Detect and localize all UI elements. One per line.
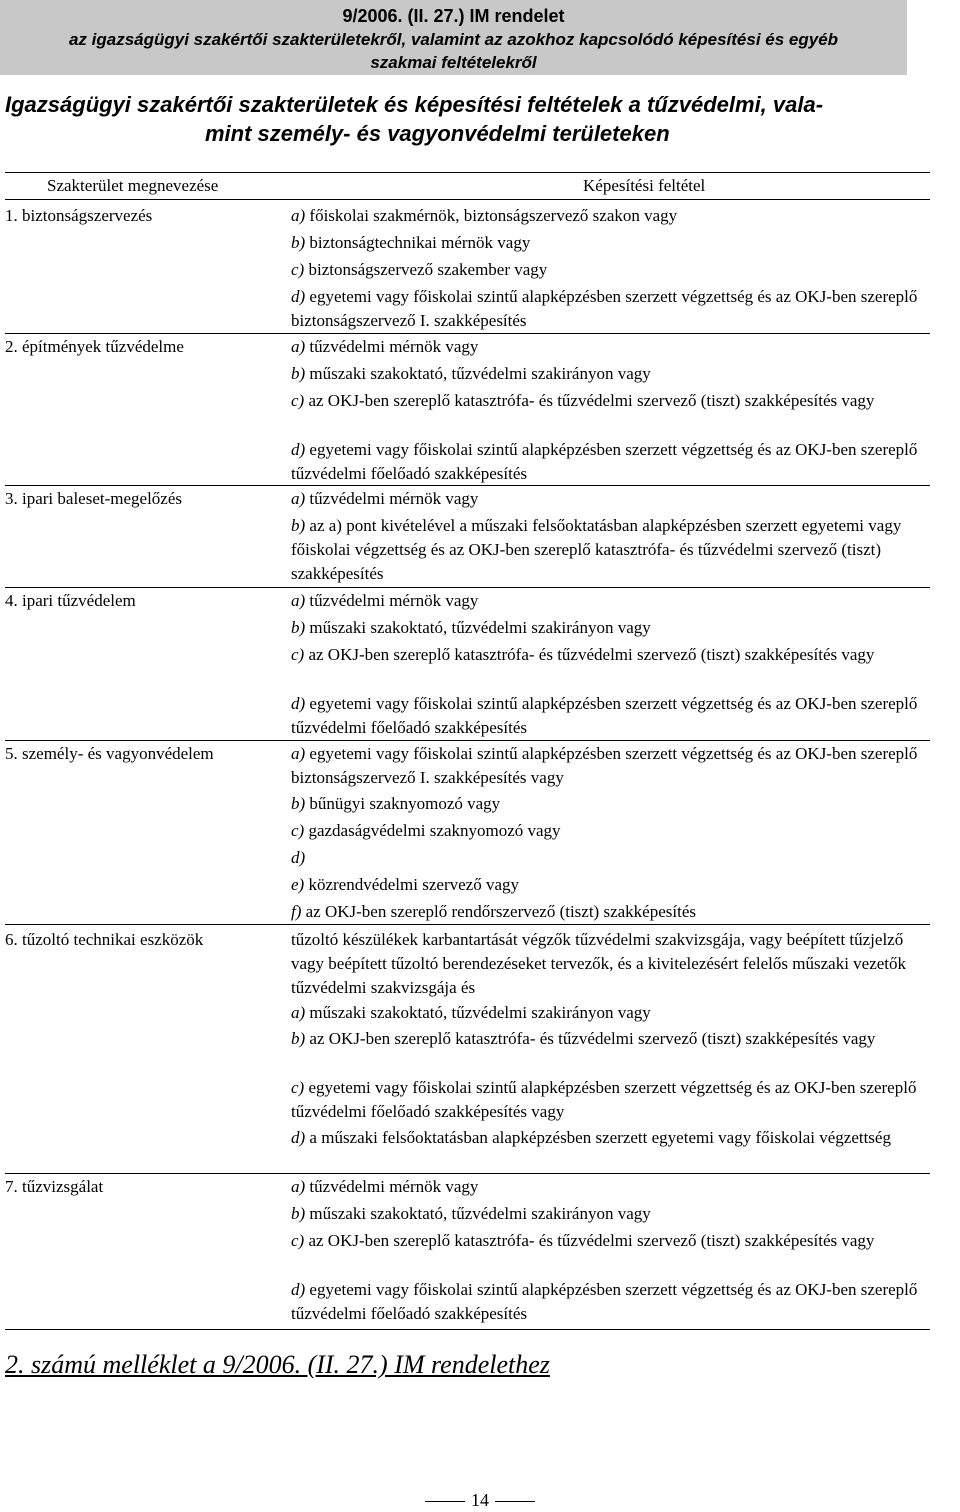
- dash-right: [495, 1501, 535, 1502]
- area-7-item-a: a) tűzvédelmi mérnök vagy: [291, 1177, 479, 1196]
- area-2-item-c: c) az OKJ-ben szereplő katasztrófa- és tűzvédelmi szervező (tiszt) szakképesítés vagy: [291, 391, 875, 410]
- row-rule: [5, 740, 930, 741]
- area-5-item-d: d): [291, 848, 306, 867]
- column-header-qualification: Képesítési feltétel: [583, 176, 706, 195]
- area-4-item-b: b) műszaki szakoktató, tűzvédelmi szakirányon vagy: [291, 618, 651, 637]
- area-5-item-e: e) közrendvédelmi szervező vagy: [291, 875, 519, 894]
- regulation-subtitle: az igazságügyi szakértői szakterületekről, valamint az azokhoz kapcsolódó képesítési és egyéb: [68, 30, 839, 49]
- row-rule: [5, 924, 930, 925]
- table-top-rule: [5, 172, 930, 173]
- dash-left: [425, 1501, 465, 1502]
- area-6-item-b: b) az OKJ-ben szereplő katasztrófa- és tűzvédelmi szervező (tiszt) szakképesítés vagy: [291, 1029, 876, 1048]
- area-5-item-f: f) az OKJ-ben szereplő rendőrszervező (tiszt) szakképesítés: [291, 902, 696, 921]
- area-7-item-b: b) műszaki szakoktató, tűzvédelmi szakirányon vagy: [291, 1204, 651, 1223]
- area-7-name: 7. tűzvizsgálat: [5, 1177, 104, 1196]
- regulation-title: 9/2006. (II. 27.) IM rendelet: [342, 6, 565, 26]
- regulation-subtitle-cont: szakmai feltételekről: [370, 53, 537, 72]
- area-1-item-a: a) főiskolai szakmérnök, biztonságszervező szakon vagy: [291, 206, 678, 225]
- header-rule: [5, 199, 930, 200]
- area-1-item-c: c) biztonságszervező szakember vagy: [291, 260, 548, 279]
- annex-heading: 2. számú melléklet a 9/2006. (II. 27.) IM rendelethez: [5, 1350, 550, 1379]
- row-rule: [5, 485, 930, 486]
- page-number-value: 14: [471, 1490, 489, 1510]
- area-6-item-c: c) egyetemi vagy főiskolai szintű alapképzésben szerzett végzettség és az OKJ-ben szereplő tűzvédelmi főelőadó szakképesítés vagy: [291, 1078, 917, 1121]
- area-4-item-a: a) tűzvédelmi mérnök vagy: [291, 591, 479, 610]
- area-2-item-d: d) egyetemi vagy főiskolai szintű alapképzésben szerzett végzettség és az OKJ-ben szereplő tűzvédelmi főelőadó szakképesítés: [291, 440, 918, 483]
- section-title-cont: mint személy- és vagyonvédelmi területeken: [205, 121, 670, 146]
- area-6-intro: tűzoltó készülékek karbantartását végzők tűzvédelmi szakvizsgája, vagy beépített tűzjelző vagy beépített tűzoltó berendezéseket tervezők, és a kivitelezésért felelős műszaki vezetők tűzvédelmi szakvizsgája és: [291, 930, 907, 997]
- row-rule: [5, 587, 930, 588]
- area-1-item-d: d) egyetemi vagy főiskolai szintű alapképzésben szerzett végzettség és az OKJ-ben szereplő biztonságszervező I. szakképesítés: [291, 287, 918, 330]
- area-3-item-a: a) tűzvédelmi mérnök vagy: [291, 489, 479, 508]
- row-rule: [5, 1173, 930, 1174]
- section-title: Igazságügyi szakértői szakterületek és képesítési feltételek a tűzvédelmi, vala-: [5, 92, 824, 117]
- area-3-name: 3. ipari baleset-megelőzés: [5, 489, 183, 508]
- area-5-item-b: b) bűnügyi szaknyomozó vagy: [291, 794, 501, 813]
- area-5-item-a: a) egyetemi vagy főiskolai szintű alapképzésben szerzett végzettség és az OKJ-ben szereplő biztonságszervező I. szakképesítés vagy: [291, 744, 918, 787]
- area-3-item-b: b) az a) pont kivételével a műszaki felsőoktatásban alapképzésben szerzett egyetemi vagy főiskolai végzettség és az OKJ-ben szereplő katasztrófa- és tűzvédelmi szervező (tiszt) szakképesítés: [291, 516, 902, 583]
- document-header: [0, 0, 907, 75]
- area-5-name: 5. személy- és vagyonvédelem: [5, 744, 214, 763]
- area-1-name: 1. biztonságszervezés: [5, 206, 153, 225]
- area-2-item-b: b) műszaki szakoktató, tűzvédelmi szakirányon vagy: [291, 364, 651, 383]
- area-1-item-b: b) biztonságtechnikai mérnök vagy: [291, 233, 531, 252]
- table-bottom-rule: [5, 1329, 930, 1330]
- area-6-name: 6. tűzoltó technikai eszközök: [5, 930, 204, 949]
- area-4-item-d: d) egyetemi vagy főiskolai szintű alapképzésben szerzett végzettség és az OKJ-ben szereplő tűzvédelmi főelőadó szakképesítés: [291, 694, 918, 737]
- area-4-name: 4. ipari tűzvédelem: [5, 591, 136, 610]
- area-7-item-d: d) egyetemi vagy főiskolai szintű alapképzésben szerzett végzettség és az OKJ-ben szereplő tűzvédelmi főelőadó szakképesítés: [291, 1280, 918, 1323]
- row-rule: [5, 333, 930, 334]
- area-7-item-c: c) az OKJ-ben szereplő katasztrófa- és tűzvédelmi szervező (tiszt) szakképesítés vagy: [291, 1231, 875, 1250]
- area-4-item-c: c) az OKJ-ben szereplő katasztrófa- és tűzvédelmi szervező (tiszt) szakképesítés vagy: [291, 645, 875, 664]
- area-2-item-a: a) tűzvédelmi mérnök vagy: [291, 337, 479, 356]
- column-header-area: Szakterület megnevezése: [47, 176, 219, 195]
- area-2-name: 2. építmények tűzvédelme: [5, 337, 184, 356]
- area-6-item-d: d) a műszaki felsőoktatásban alapképzésben szerzett egyetemi vagy főiskolai végzettség: [291, 1128, 891, 1147]
- area-5-item-c: c) gazdaságvédelmi szaknyomozó vagy: [291, 821, 561, 840]
- page-number: [0, 1490, 960, 1511]
- area-6-item-a: a) műszaki szakoktató, tűzvédelmi szakirányon vagy: [291, 1003, 651, 1022]
